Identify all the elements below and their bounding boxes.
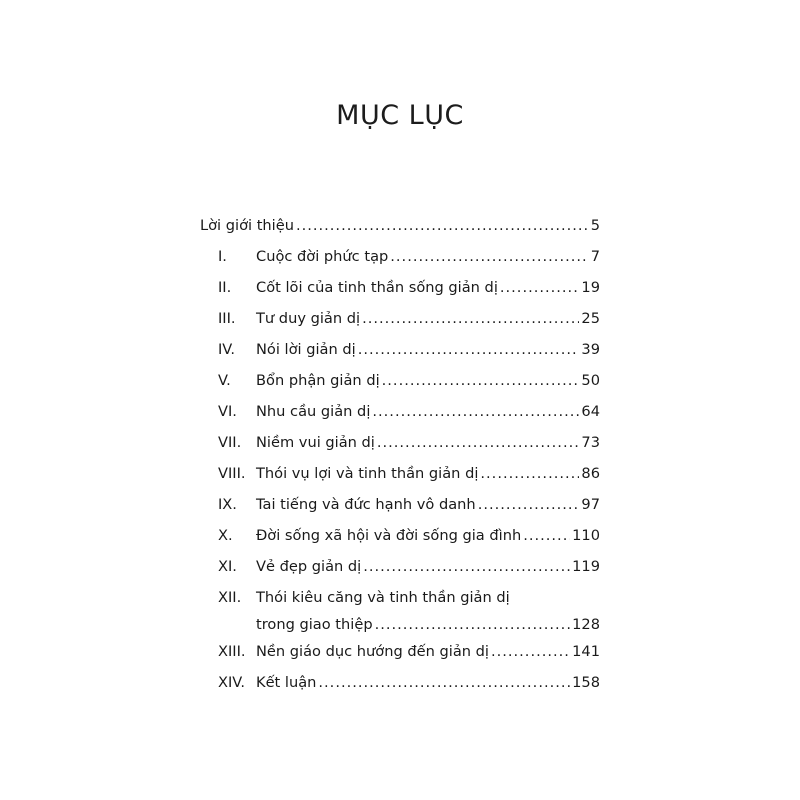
toc-page-number: 19 xyxy=(581,279,600,296)
toc-chapter-number: XII. xyxy=(218,589,242,606)
toc-entry-title: Niềm vui giản dị xyxy=(256,434,375,451)
toc-page-number: 25 xyxy=(581,310,600,327)
toc-entry[interactable] xyxy=(200,365,600,396)
toc-page-number: 50 xyxy=(581,372,600,389)
toc-entry-title: Vẻ đẹp giản dị xyxy=(256,558,362,575)
toc-page-number: 97 xyxy=(581,496,600,513)
toc-entry[interactable] xyxy=(200,334,600,365)
toc-chapter-number: VIII. xyxy=(218,465,246,482)
toc-chapter-number: I. xyxy=(218,248,227,265)
toc-entry-title: Thói vụ lợi và tinh thần giản dị xyxy=(256,465,479,482)
toc-entry-title-line1: Thói kiêu căng và tinh thần giản dị xyxy=(256,589,510,606)
dot-leader xyxy=(318,667,570,698)
dot-leader xyxy=(377,427,580,458)
toc-chapter-number: IX. xyxy=(218,496,237,513)
toc-entry-title: Nói lời giản dị xyxy=(256,341,356,358)
toc-page-number: 73 xyxy=(581,434,600,451)
toc-chapter-number: XI. xyxy=(218,558,237,575)
toc-page-number: 119 xyxy=(572,558,600,575)
dot-leader xyxy=(296,210,589,241)
toc-chapter-number: X. xyxy=(218,527,233,544)
toc-entry-title: Kết luận xyxy=(256,674,317,691)
toc-chapter-number: V. xyxy=(218,372,231,389)
toc-chapter-number: XIV. xyxy=(218,674,246,691)
toc-chapter-number: VI. xyxy=(218,403,237,420)
toc-page-number: 64 xyxy=(581,403,600,420)
toc-entry-title: Cốt lõi của tinh thần sống giản dị xyxy=(256,279,498,296)
table-of-contents xyxy=(200,210,600,698)
toc-entry[interactable] xyxy=(200,272,600,303)
toc-chapter-number: IV. xyxy=(218,341,236,358)
toc-entry-title: Nền giáo dục hướng đến giản dị xyxy=(256,643,489,660)
dot-leader xyxy=(390,241,588,272)
toc-entry[interactable] xyxy=(200,551,600,582)
toc-page-number: 110 xyxy=(572,527,600,544)
dot-leader xyxy=(478,489,580,520)
dot-leader xyxy=(382,365,580,396)
toc-entry-title: Nhu cầu giản dị xyxy=(256,403,371,420)
toc-entry-title: Tư duy giản dị xyxy=(256,310,361,327)
toc-entry-title: Cuộc đời phức tạp xyxy=(256,248,389,265)
toc-entry[interactable] xyxy=(200,636,600,667)
toc-entry-title: Bổn phận giản dị xyxy=(256,372,380,389)
dot-leader xyxy=(362,303,579,334)
dot-leader xyxy=(523,520,570,551)
toc-entry-title: Lời giới thiệu xyxy=(200,217,294,234)
dot-leader xyxy=(491,636,570,667)
toc-entry[interactable] xyxy=(200,458,600,489)
toc-entry[interactable] xyxy=(200,427,600,458)
toc-page-number: 158 xyxy=(572,674,600,691)
toc-chapter-number: XIII. xyxy=(218,643,246,660)
toc-entry-title: Tai tiếng và đức hạnh vô danh xyxy=(256,496,476,513)
toc-page-number: 39 xyxy=(581,341,600,358)
toc-entry[interactable] xyxy=(200,489,600,520)
toc-entry[interactable] xyxy=(200,241,600,272)
dot-leader xyxy=(375,613,571,636)
toc-entry[interactable] xyxy=(200,303,600,334)
page-title: MỤC LỤC xyxy=(336,100,464,131)
toc-page-number: 128 xyxy=(572,616,600,633)
dot-leader xyxy=(480,458,579,489)
toc-entry[interactable] xyxy=(200,667,600,698)
dot-leader xyxy=(500,272,580,303)
toc-page-number: 86 xyxy=(581,465,600,482)
dot-leader xyxy=(358,334,580,365)
toc-entry[interactable] xyxy=(200,396,600,427)
toc-chapter-number: II. xyxy=(218,279,232,296)
toc-chapter-number: VII. xyxy=(218,434,242,451)
toc-page-number: 5 xyxy=(590,217,600,234)
toc-entry[interactable] xyxy=(200,582,600,636)
toc-page-number: 141 xyxy=(572,643,600,660)
toc-chapter-number: III. xyxy=(218,310,236,327)
toc-entry[interactable] xyxy=(200,210,600,241)
toc-entry[interactable] xyxy=(200,520,600,551)
toc-page-number: 7 xyxy=(590,248,600,265)
dot-leader xyxy=(363,551,570,582)
toc-entry-title: Đời sống xã hội và đời sống gia đình xyxy=(256,527,522,544)
toc-entry-title: trong giao thiệp xyxy=(256,616,373,633)
dot-leader xyxy=(372,396,579,427)
